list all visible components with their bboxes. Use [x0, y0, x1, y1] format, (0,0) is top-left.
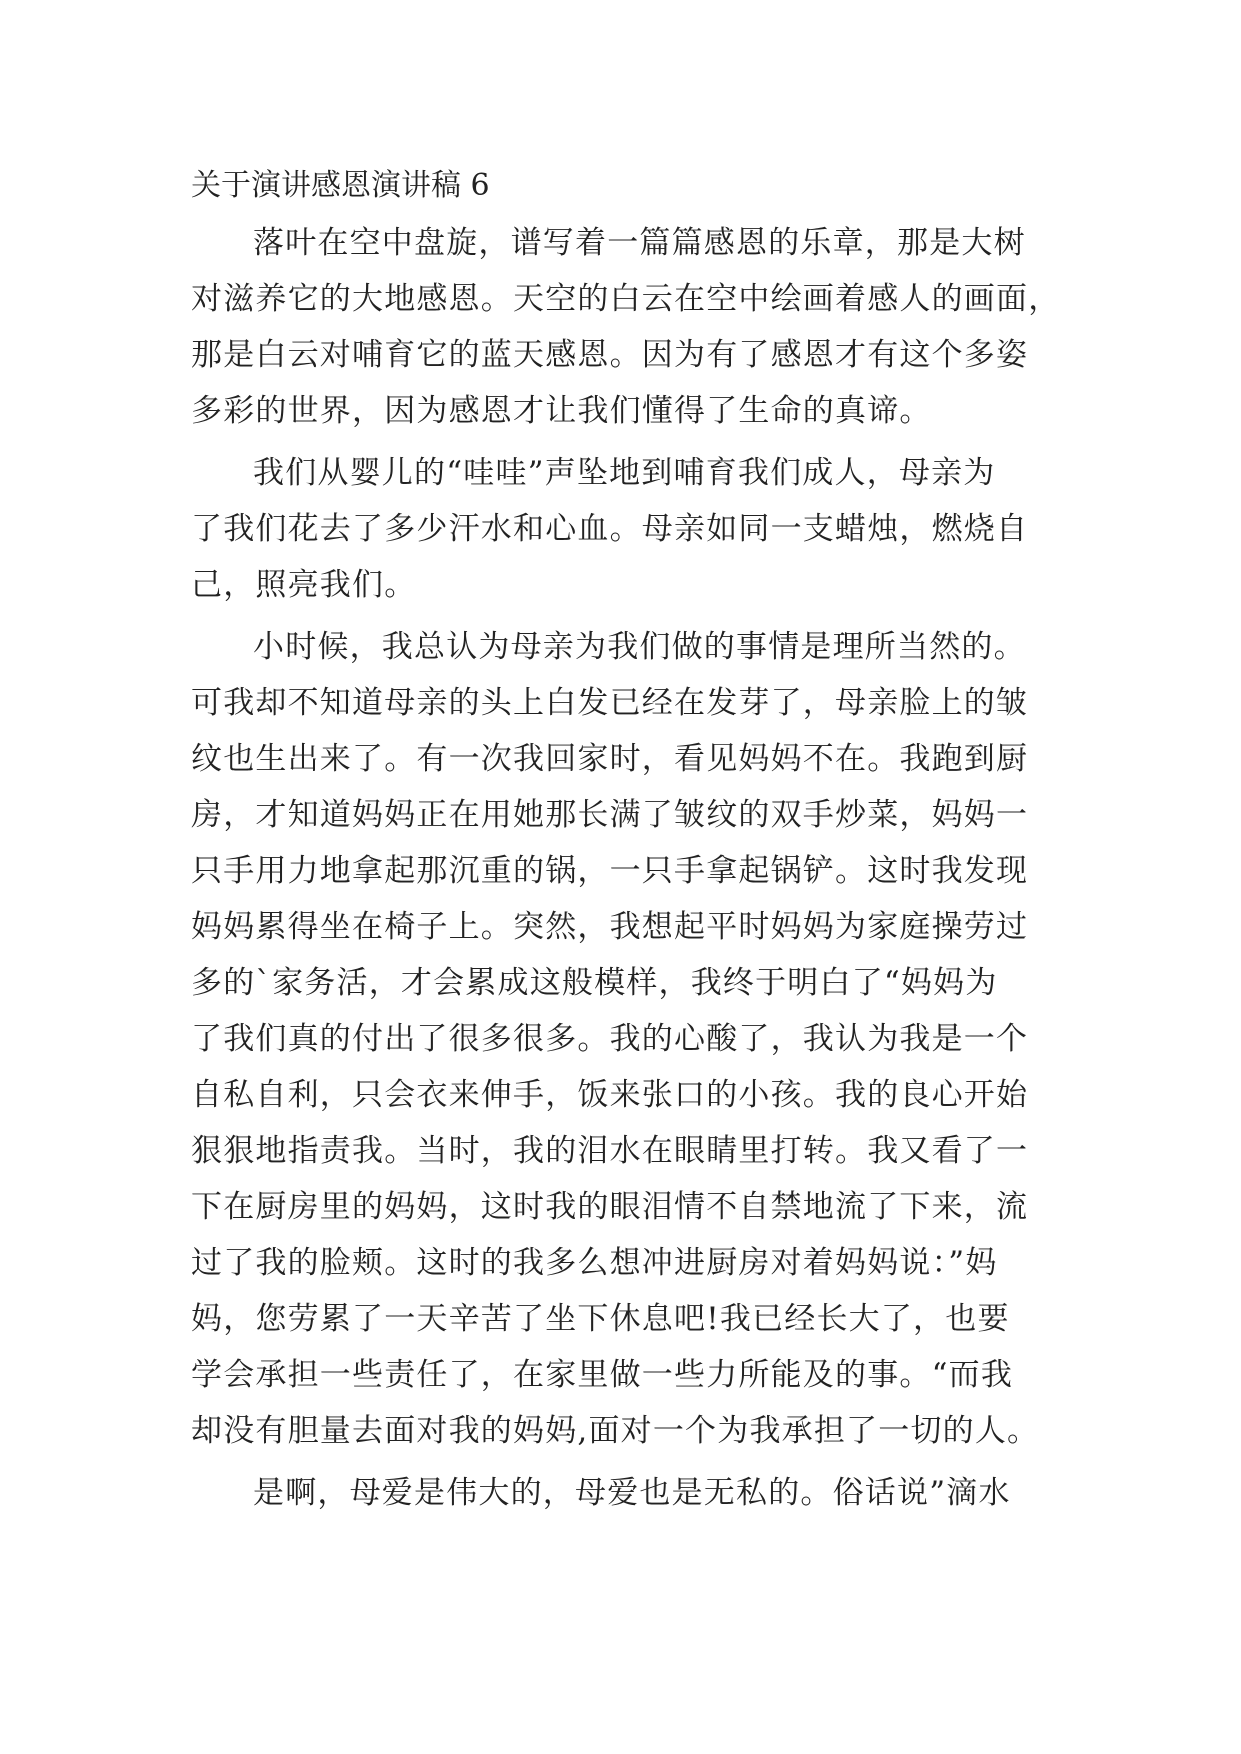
- document-title: 关于演讲感恩演讲稿 6: [191, 168, 490, 203]
- paragraph-line: 过了我的脸颊。这时的我多么想冲进厨房对着妈妈说：”妈: [191, 1245, 998, 1281]
- paragraph-line: 那是白云对哺育它的蓝天感恩。因为有了感恩才有这个多姿: [191, 337, 1029, 373]
- paragraph-line: 多彩的世界，因为感恩才让我们懂得了生命的真谛。: [191, 393, 932, 429]
- paragraph-line: 只手用力地拿起那沉重的锅，一只手拿起锅铲。这时我发现: [191, 853, 1029, 889]
- paragraph-line: 了我们花去了多少汗水和心血。母亲如同一支蜡烛，燃烧自: [191, 511, 1029, 547]
- paragraph-line: 妈妈累得坐在椅子上。突然，我想起平时妈妈为家庭操劳过: [191, 909, 1029, 945]
- paragraph-line: 学会承担一些责任了，在家里做一些力所能及的事。“而我: [191, 1357, 1014, 1393]
- paragraph-line: 落叶在空中盘旋，谱写着一篇篇感恩的乐章，那是大树: [253, 225, 1026, 261]
- paragraph-line: 是啊，母爱是伟大的，母爱也是无私的。俗话说”滴水: [253, 1475, 1011, 1511]
- paragraph-line: 妈，您劳累了一天辛苦了坐下休息吧!我已经长大了，也要: [191, 1301, 1010, 1337]
- paragraph-line: 下在厨房里的妈妈，这时我的眼泪情不自禁地流了下来，流: [191, 1189, 1029, 1225]
- paragraph-line: 了我们真的付出了很多很多。我的心酸了，我认为我是一个: [191, 1021, 1029, 1057]
- paragraph-line: 多的`家务活，才会累成这般模样，我终于明白了“妈妈为: [191, 965, 998, 1001]
- paragraph-line: 房，才知道妈妈正在用她那长满了皱纹的双手炒菜，妈妈一: [191, 797, 1029, 833]
- paragraph-line: 我们从婴儿的“哇哇”声坠地到哺育我们成人，母亲为: [253, 455, 996, 491]
- paragraph-line: 小时候，我总认为母亲为我们做的事情是理所当然的。: [253, 629, 1026, 665]
- paragraph-line: 狠狠地指责我。当时，我的泪水在眼睛里打转。我又看了一: [191, 1133, 1029, 1169]
- paragraph-line: 自私自利，只会衣来伸手，饭来张口的小孩。我的良心开始: [191, 1077, 1029, 1113]
- paragraph-line: 纹也生出来了。有一次我回家时，看见妈妈不在。我跑到厨: [191, 741, 1029, 777]
- paragraph-line: 对滋养它的大地感恩。天空的白云在空中绘画着感人的画面，: [191, 281, 1061, 317]
- paragraph-line: 可我却不知道母亲的头上白发已经在发芽了，母亲脸上的皱: [191, 685, 1029, 721]
- paragraph-line: 己，照亮我们。: [191, 567, 417, 603]
- paragraph-line: 却没有胆量去面对我的妈妈,面对一个为我承担了一切的人。: [191, 1413, 1040, 1449]
